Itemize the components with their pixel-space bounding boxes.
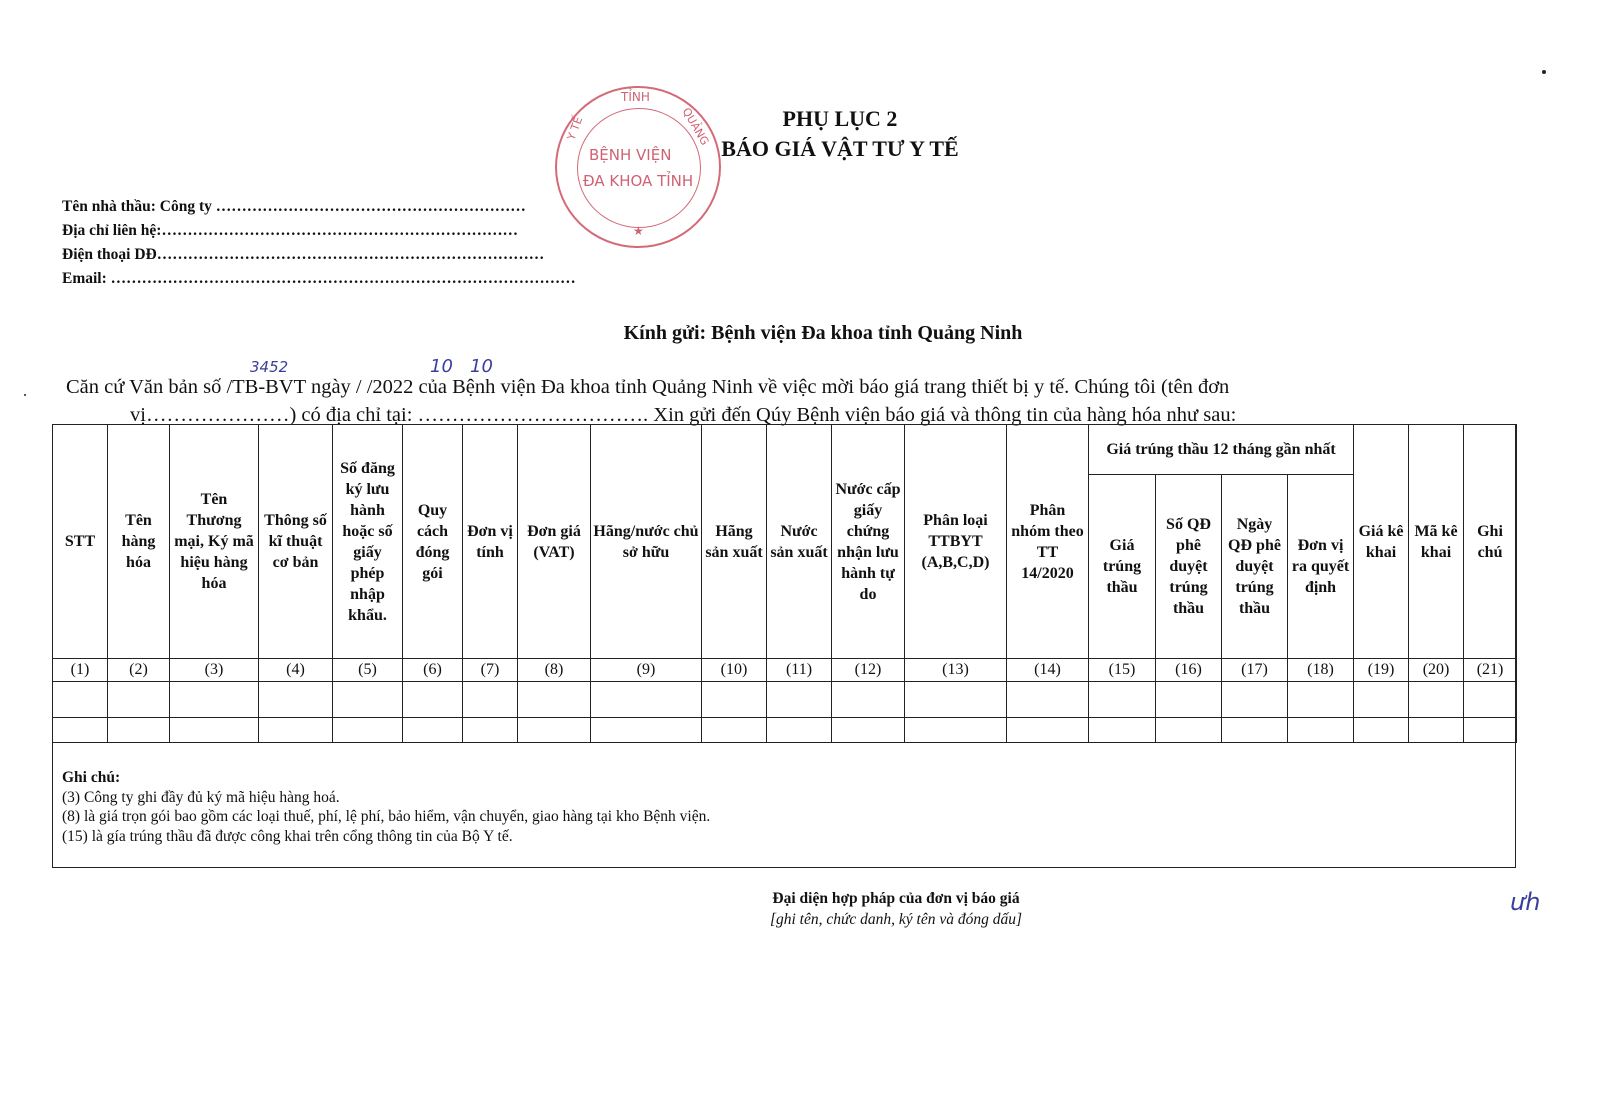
col-num: (11) — [767, 659, 832, 682]
note-item: (15) là gía trúng thầu đã được công khai trên cổng thông tin của Bộ Y tế. — [62, 827, 513, 845]
header-don-vi: Đơn vị tính — [463, 425, 518, 659]
intro-line-1: Căn cứ Văn bản số /TB-BVT ngày / /2022 của Bệnh viện Đa khoa tỉnh Quảng Ninh về việc mời báo giá trang thiết bị y tế. Chúng tôi (tên đơn — [66, 376, 1230, 398]
quotation-table — [52, 424, 1517, 743]
header-don-gia: Đơn giá (VAT) — [518, 425, 591, 659]
column-number-row — [53, 659, 1517, 682]
header-ngay-qd: Ngày QĐ phê duyệt trúng thầu — [1222, 475, 1288, 659]
header-don-vi-qd: Đơn vị ra quyết định — [1288, 475, 1354, 659]
contractor-email-field: Email: ……………………………………………………………………………… — [62, 270, 576, 287]
table-row — [53, 682, 1517, 718]
scan-speck — [24, 394, 26, 396]
col-num: (7) — [463, 659, 518, 682]
header-phan-nhom: Phân nhóm theo TT 14/2020 — [1007, 425, 1089, 659]
signature-instruction: [ghi tên, chức danh, ký tên và đóng dấu] — [769, 911, 1023, 928]
header-gia-trung-group: Giá trúng thầu 12 tháng gần nhất — [1089, 425, 1354, 475]
notes-section — [62, 768, 710, 846]
col-num: (18) — [1288, 659, 1354, 682]
col-num: (2) — [108, 659, 170, 682]
contractor-name-field: Tên nhà thầu: Công ty …………………………………………………… — [62, 198, 526, 215]
col-num: (14) — [1007, 659, 1089, 682]
appendix-title: PHỤ LỤC 2 — [782, 106, 898, 131]
col-num: (13) — [905, 659, 1007, 682]
intro-line-2: vị…………………) có địa chỉ tại: ……………………………. Xin gửi đến Qúy Bệnh viện báo giá và thông tin của hàng hóa như sau: — [130, 404, 1237, 426]
handwritten-initials: ưh — [1510, 888, 1541, 916]
col-num: (9) — [591, 659, 702, 682]
stamp-top-text: TỈNH — [621, 90, 650, 104]
header-stt: STT — [53, 425, 108, 659]
header-gia-ke-khai: Giá kê khai — [1354, 425, 1409, 659]
note-item: (3) Công ty ghi đầy đủ ký mã hiệu hàng hoá. — [62, 788, 340, 806]
stamp-star-icon: ★ — [633, 224, 644, 238]
header-ten-thuong-mai: Tên Thương mại, Ký mã hiệu hàng hóa — [170, 425, 259, 659]
header-ten-hang: Tên hàng hóa — [108, 425, 170, 659]
note-item: (8) là giá trọn gói bao gồm các loại thuế, phí, lệ phí, bảo hiểm, vận chuyển, giao hàng tại kho Bệnh viện. — [62, 808, 711, 825]
header-phan-loai: Phân loại TTBYT (A,B,C,D) — [905, 425, 1007, 659]
col-num: (17) — [1222, 659, 1288, 682]
stamp-left-text: Y TẾ — [564, 115, 586, 142]
col-num: (8) — [518, 659, 591, 682]
header-nuoc-cap: Nước cấp giấy chứng nhận lưu hành tự do — [832, 425, 905, 659]
contractor-address-field: Địa chỉ liên hệ:…………………………………………………………… — [62, 222, 518, 239]
header-hang-nuoc: Hãng/nước chủ sở hữu — [591, 425, 702, 659]
col-num: (21) — [1464, 659, 1517, 682]
header-ghi-chu: Ghi chú — [1464, 425, 1517, 659]
col-num: (3) — [170, 659, 259, 682]
notes-title: Ghi chú: — [62, 769, 121, 786]
col-num: (16) — [1156, 659, 1222, 682]
handwritten-month: 10 — [470, 356, 493, 377]
header-ma-ke-khai: Mã kê khai — [1409, 425, 1464, 659]
col-num: (5) — [333, 659, 403, 682]
stamp-line2: ĐA KHOA TỈNH — [583, 172, 694, 190]
contractor-phone-field: Điện thoại DĐ………………………………………………………………… — [62, 246, 545, 263]
table-row — [53, 718, 1517, 743]
header-so-qd: Số QĐ phê duyệt trúng thầu — [1156, 475, 1222, 659]
header-quy-cach: Quy cách đóng gói — [403, 425, 463, 659]
scan-speck — [1542, 70, 1546, 74]
header-gia-trung: Giá trúng thầu — [1089, 475, 1156, 659]
handwritten-day: 10 — [430, 356, 453, 377]
col-num: (12) — [832, 659, 905, 682]
col-num: (19) — [1354, 659, 1409, 682]
header-thong-so: Thông số kĩ thuật cơ bản — [259, 425, 333, 659]
col-num: (1) — [53, 659, 108, 682]
col-num: (20) — [1409, 659, 1464, 682]
handwritten-doc-number: 3452 — [250, 358, 289, 376]
col-num: (15) — [1089, 659, 1156, 682]
col-num: (6) — [403, 659, 463, 682]
document-title: BÁO GIÁ VẬT TƯ Y TẾ — [721, 136, 959, 161]
col-num: (4) — [259, 659, 333, 682]
header-so-dang-ky: Số đăng ký lưu hành hoặc số giấy phép nhập khẩu. — [333, 425, 403, 659]
header-nuoc-sx: Nước sản xuất — [767, 425, 832, 659]
signature-title: Đại diện hợp pháp của đơn vị báo giá — [772, 890, 1020, 907]
hospital-stamp — [555, 86, 721, 248]
stamp-inner-ring — [577, 108, 701, 228]
stamp-line1: BỆNH VIỆN — [589, 146, 672, 164]
greeting: Kính gửi: Bệnh viện Đa khoa tỉnh Quảng Ninh — [623, 322, 1023, 344]
col-num: (10) — [702, 659, 767, 682]
header-hang-sx: Hãng sản xuất — [702, 425, 767, 659]
stamp-right-text: QUẢNG — [679, 105, 712, 148]
